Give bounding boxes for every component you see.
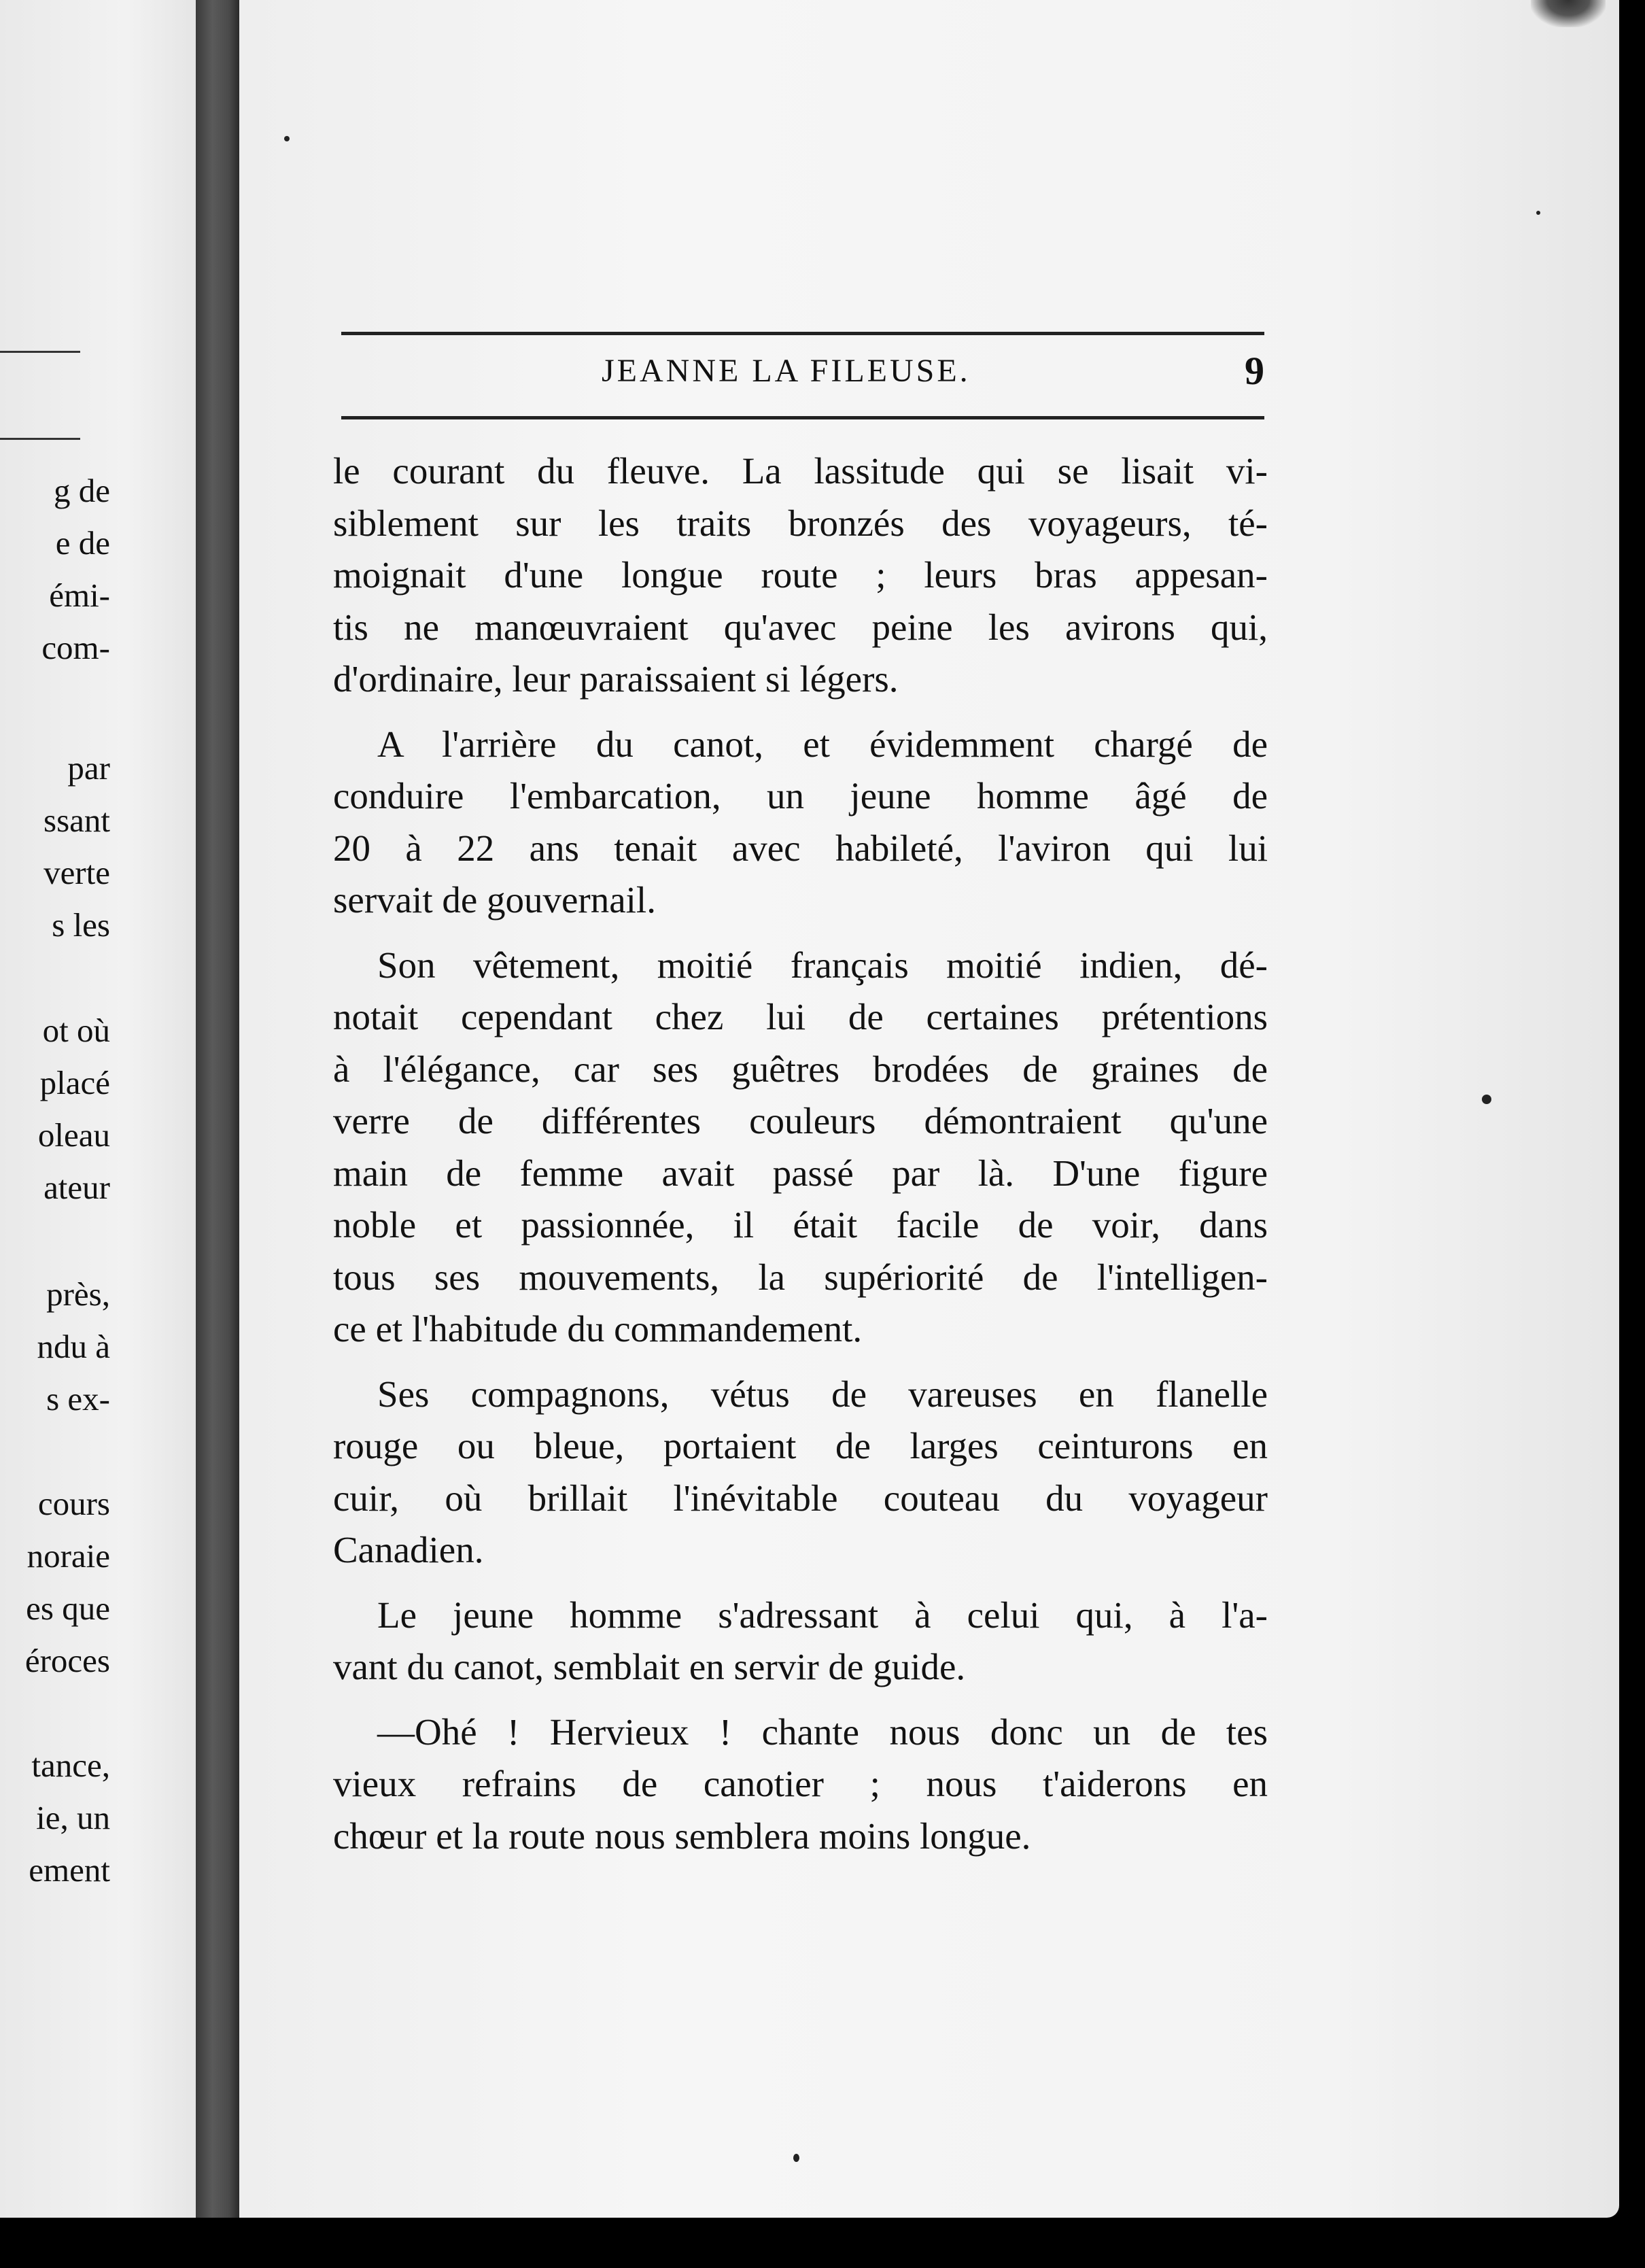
text-line: cuir, où brillait l'inévitable couteau du voyageur xyxy=(333,1477,1268,1519)
paragraph xyxy=(333,445,1268,706)
left-line: ndu à xyxy=(37,1328,110,1365)
text-line: —Ohé ! Hervieux ! chante nous donc un de tes xyxy=(377,1711,1268,1753)
text-line: noble et passionnée, il était facile de voir, dans xyxy=(333,1204,1268,1245)
left-header-rule-bottom xyxy=(0,438,80,440)
left-line: s ex- xyxy=(46,1380,110,1418)
left-line: com- xyxy=(41,629,110,666)
text-line: moignait d'une longue route ; leurs bras appesan- xyxy=(333,554,1268,596)
text-line: à l'élégance, car ses guêtres brodées de graines de xyxy=(333,1048,1268,1090)
left-line: e de xyxy=(55,524,110,562)
text-line: vant du canot, semblait en servir de guide. xyxy=(333,1646,966,1687)
text-line: Son vêtement, moitié français moitié indien, dé- xyxy=(377,944,1268,986)
paragraph xyxy=(333,1706,1268,1863)
left-line: ateur xyxy=(44,1169,110,1206)
text-line: tis ne manœuvraient qu'avec peine les avirons qui, xyxy=(333,606,1268,648)
left-line: ement xyxy=(29,1851,110,1889)
paragraph xyxy=(333,719,1268,927)
left-line: près, xyxy=(46,1275,110,1313)
text-line: le courant du fleuve. La lassitude qui se lisait vi- xyxy=(333,450,1268,492)
left-line: ssant xyxy=(44,802,110,839)
header-rule-top xyxy=(341,332,1264,335)
left-line: par xyxy=(67,749,110,787)
paragraph xyxy=(333,1369,1268,1577)
text-line: conduire l'embarcation, un jeune homme âgé de xyxy=(333,775,1268,817)
paragraph xyxy=(333,1590,1268,1694)
text-line: A l'arrière du canot, et évidemment chargé de xyxy=(377,723,1268,765)
text-line: notait cependant chez lui de certaines prétentions xyxy=(333,996,1268,1037)
paragraph xyxy=(333,940,1268,1356)
text-line: vieux refrains de canotier ; nous t'aiderons en xyxy=(333,1763,1268,1804)
running-title: JEANNE LA FILEUSE. xyxy=(602,353,971,389)
running-header xyxy=(340,349,1264,400)
book-gutter xyxy=(196,0,243,2218)
left-line: placé xyxy=(39,1064,110,1101)
text-line: d'ordinaire, leur paraissaient si légers. xyxy=(333,658,899,700)
left-line: ot où xyxy=(42,1012,110,1049)
text-line: chœur et la route nous semblera moins longue. xyxy=(333,1815,1031,1857)
text-line: verre de différentes couleurs démontraient qu'une xyxy=(333,1100,1268,1141)
text-line: servait de gouvernail. xyxy=(333,879,656,921)
dust-speck xyxy=(793,2154,799,2162)
dust-speck xyxy=(284,136,290,141)
text-line: main de femme avait passé par là. D'une figure xyxy=(333,1152,1268,1194)
dust-speck xyxy=(1482,1095,1491,1104)
text-line: ce et l'habitude du commandement. xyxy=(333,1308,863,1350)
left-line: cours xyxy=(37,1485,110,1522)
body-text xyxy=(333,445,1268,1875)
text-line: siblement sur les traits bronzés des voyageurs, té- xyxy=(333,502,1268,544)
text-line: 20 à 22 ans tenait avec habileté, l'aviron qui lui xyxy=(333,827,1268,869)
left-line: g de xyxy=(54,472,110,509)
left-header-rule-top xyxy=(0,351,80,353)
text-line: tous ses mouvements, la supériorité de l'intelligen- xyxy=(333,1256,1268,1298)
text-line: Le jeune homme s'adressant à celui qui, à l'a- xyxy=(377,1594,1268,1636)
left-line: s les xyxy=(52,906,110,944)
left-line: oleau xyxy=(37,1116,110,1154)
left-line: éroces xyxy=(24,1642,110,1679)
ink-blot xyxy=(1531,0,1606,27)
left-line: es que xyxy=(26,1590,110,1627)
dust-speck xyxy=(1536,211,1540,215)
left-page-fragment xyxy=(0,0,211,2218)
text-line: Ses compagnons, vétus de vareuses en flanelle xyxy=(377,1373,1268,1415)
text-line: Canadien. xyxy=(333,1529,484,1570)
left-line: ie, un xyxy=(36,1799,110,1836)
text-line: rouge ou bleue, portaient de larges ceinturons en xyxy=(333,1425,1268,1466)
left-line: verte xyxy=(44,854,110,891)
header-rule-bottom xyxy=(341,416,1264,419)
left-line: tance, xyxy=(31,1747,110,1784)
left-line: émi- xyxy=(49,577,110,614)
page-number: 9 xyxy=(1245,349,1264,393)
left-line: noraie xyxy=(27,1537,110,1575)
